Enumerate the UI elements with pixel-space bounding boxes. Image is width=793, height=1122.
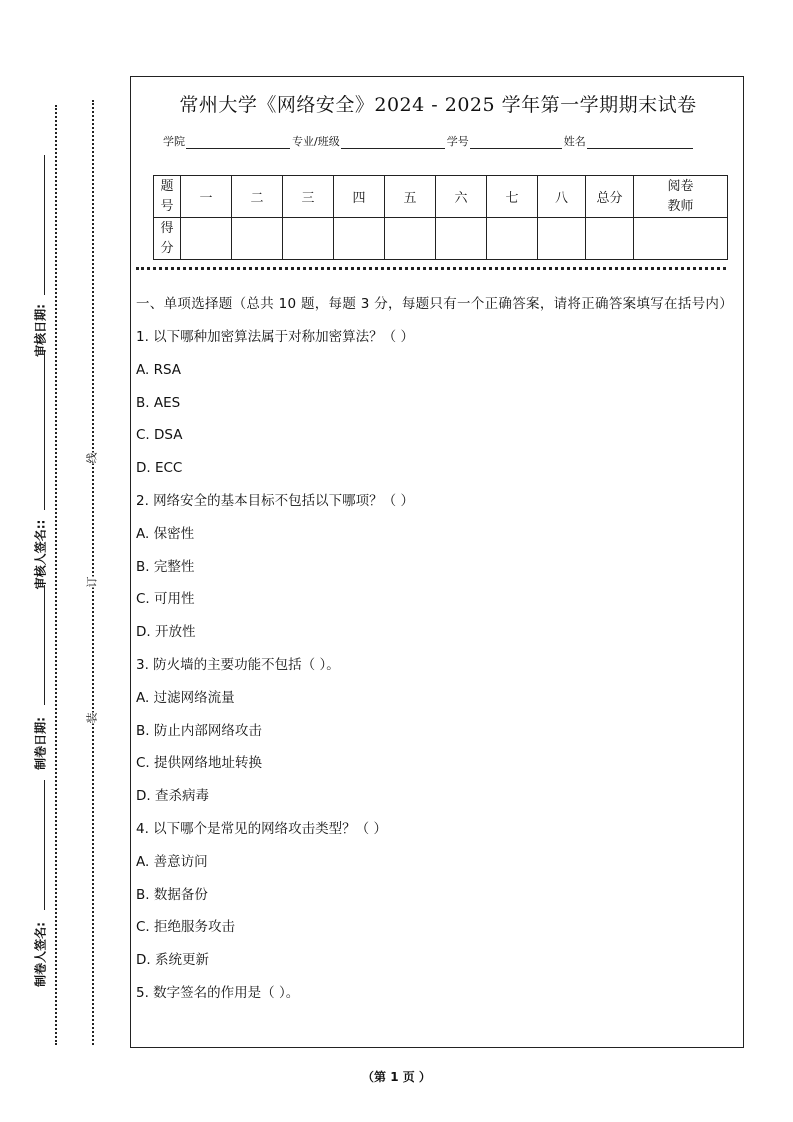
score-cell[interactable] [283,218,334,260]
option-line: D. 系统更新 [136,952,209,969]
option-line: D. 查杀病毒 [136,788,209,805]
option-line: C. 可用性 [136,591,195,608]
option-line: B. 防止内部网络攻击 [136,722,262,739]
col-5: 五 [385,176,436,218]
line-mark: 线 [82,453,102,464]
maker-sign-blank [44,780,45,910]
question-line: 3. 防火墙的主要功能不包括（ ）。 [136,656,340,673]
college-field[interactable] [186,136,290,149]
score-cell-total[interactable] [586,218,634,260]
score-cell[interactable] [334,218,385,260]
college-label: 学院 [163,135,185,148]
grader-header: 阅卷 教师 [634,176,728,218]
major-field[interactable] [341,136,445,149]
option-line: D. 开放性 [136,624,196,641]
question-line: 1. 以下哪种加密算法属于对称加密算法？（ ） [136,329,414,345]
question-list [136,321,736,1010]
option-line: A. 过滤网络流量 [136,689,235,706]
col-6: 六 [436,176,487,218]
question-number-header: 题 号 [154,176,181,218]
student-id-label: 学号 [446,135,469,148]
option-line: C. DSA [136,427,183,444]
option-line: B. 完整性 [136,558,195,575]
bind-mark: 订 [82,577,102,588]
question-line: 2. 网络安全的基本目标不包括以下哪项？（ ） [136,492,414,509]
score-cell[interactable] [232,218,283,260]
option-line: A. 保密性 [136,525,195,542]
exam-title: 常州大学《网络安全》2024 - 2025 学年第一学期期末试卷 [179,94,697,116]
col-2: 二 [232,176,283,218]
option-line: C. 拒绝服务攻击 [136,919,236,936]
score-cell[interactable] [385,218,436,260]
reviewer-date-blank [44,155,45,295]
section-divider [136,267,726,270]
option-line: A. 善意访问 [136,853,208,870]
score-cell[interactable] [538,218,586,260]
option-line: B. 数据备份 [136,886,208,903]
reviewer-sign-label: 审核人签名:: [33,519,48,590]
option-line: D. ECC [136,460,183,477]
left-dotted-line [55,105,57,1045]
student-id-field[interactable] [470,136,562,149]
score-row-header: 得 分 [154,218,181,260]
name-field[interactable] [587,136,693,149]
col-7: 七 [487,176,538,218]
maker-date-label: 制卷日期: [33,717,48,770]
major-label: 专业/班级 [292,135,340,148]
page-number: （第 1 页 ） [362,1070,431,1084]
reviewer-date-label: 审核日期: [33,304,48,357]
col-8: 八 [538,176,586,218]
score-cell[interactable] [436,218,487,260]
question-content [136,293,736,1010]
name-label: 姓名 [563,135,586,148]
grader-cell[interactable] [634,218,728,260]
student-info-row [163,133,695,149]
question-line: 4. 以下哪个是常见的网络攻击类型？（ ） [136,820,387,837]
exam-frame [130,76,744,1048]
score-cell[interactable] [181,218,232,260]
inner-dotted-line [92,100,94,1045]
score-cell[interactable] [487,218,538,260]
section-heading: 一、单项选择题（总共 10 题，每题 3 分，每题只有一个正确答案，请将正确答案填写在括号内） [136,296,734,312]
col-1: 一 [181,176,232,218]
option-line: A. RSA [136,361,182,378]
question-line: 5. 数字签名的作用是（ ）。 [136,984,300,1001]
col-total: 总分 [586,176,634,218]
score-table [153,175,728,260]
maker-sign-label: 制卷人签名: [33,922,48,987]
option-line: B. AES [136,394,181,411]
option-line: C. 提供网络地址转换 [136,755,263,772]
fold-mark: 装 [82,713,102,724]
col-3: 三 [283,176,334,218]
reviewer-sign-blank [44,350,45,510]
col-4: 四 [334,176,385,218]
